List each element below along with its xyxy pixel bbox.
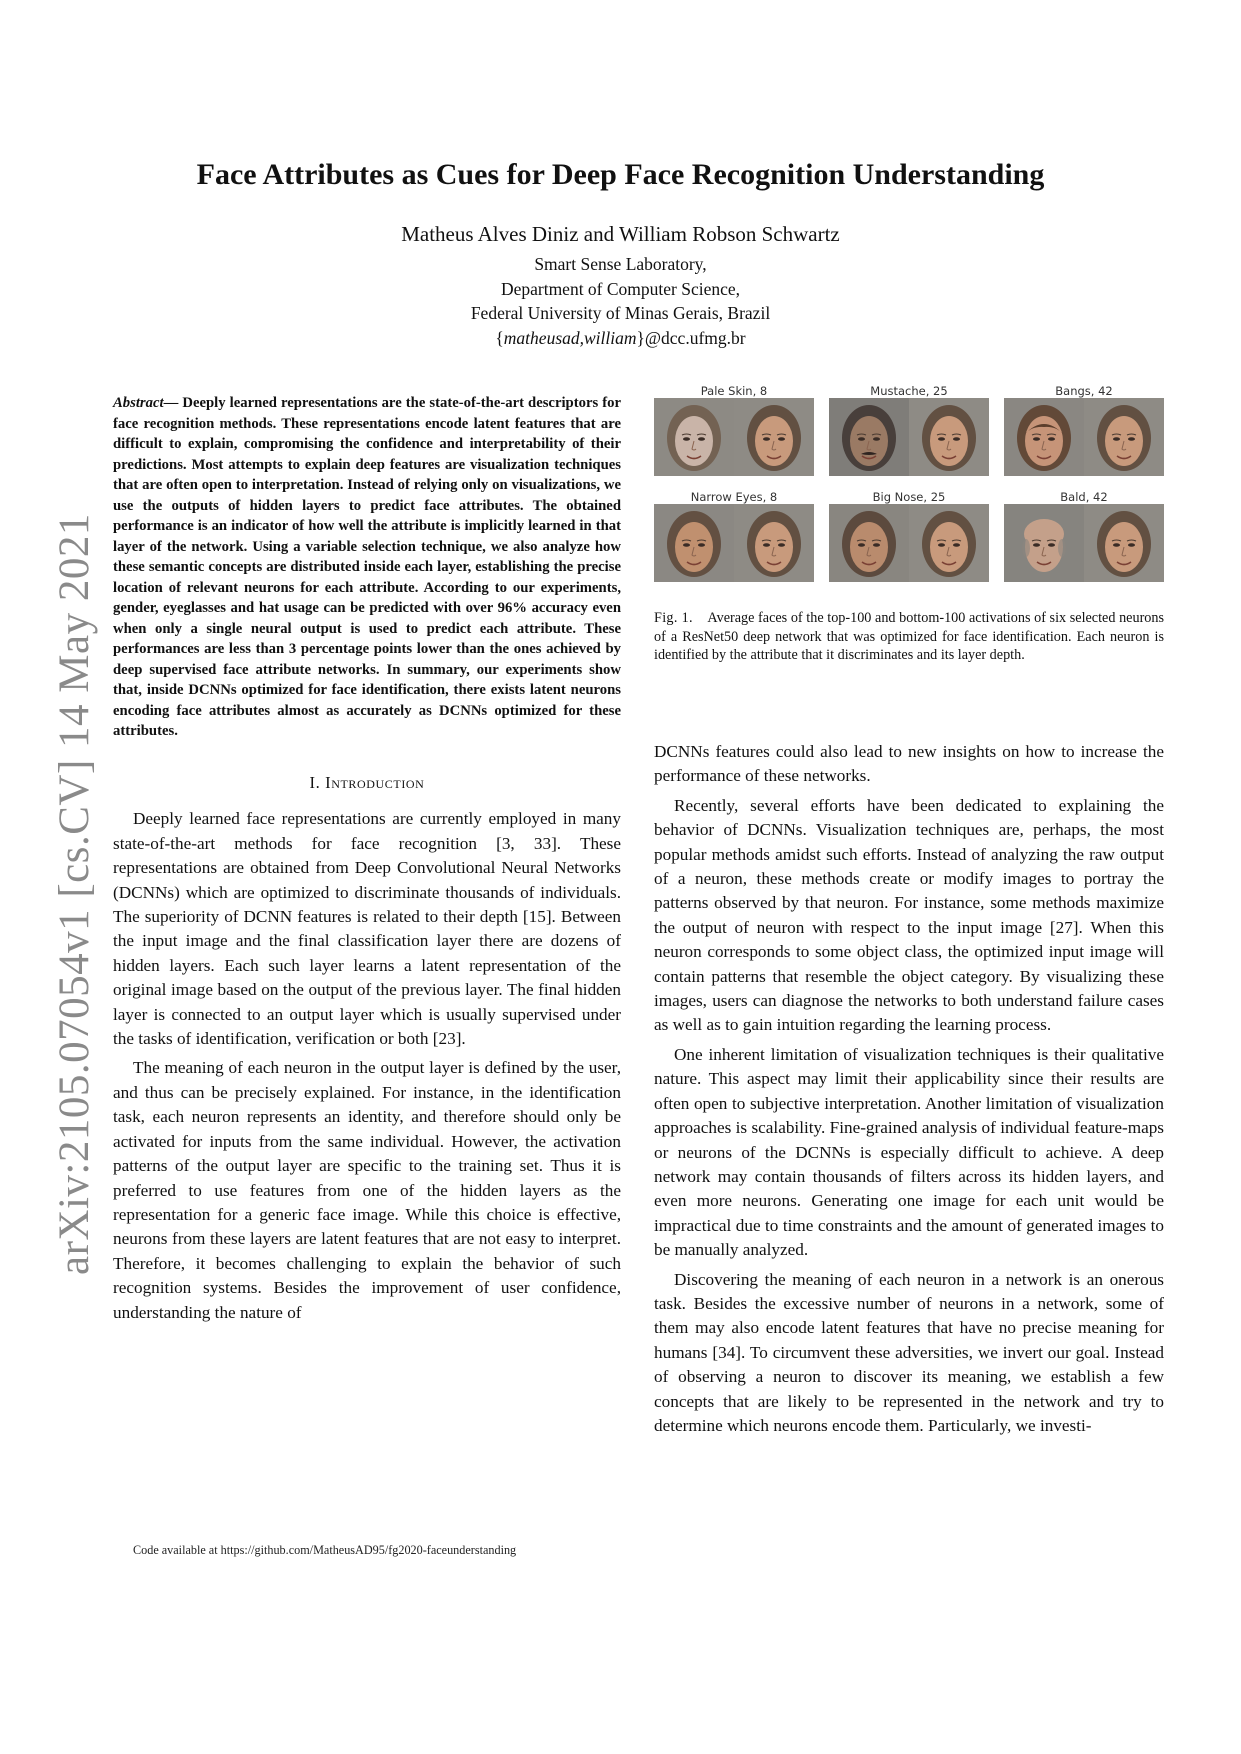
arxiv-identifier-stamp: arXiv:2105.07054v1 [cs.CV] 14 May 2021: [51, 513, 98, 1275]
panel-faces: [654, 398, 814, 476]
figure-panel: [654, 490, 814, 586]
affiliation-block: [0, 252, 1241, 350]
average-face-top-image: [1004, 398, 1084, 476]
face-drawing: [654, 398, 734, 476]
section-number: I.: [309, 772, 321, 792]
email-names: matheusad,william: [503, 327, 637, 348]
caption-text: Average faces of the top-100 and bottom-100 activations of six selected neurons of a ResNet50 deep network that was optimized for face identification. Each neuron is identified by the attribute that it discriminates and its layer depth.: [654, 610, 1164, 664]
panel-label: Big Nose, 25: [872, 490, 946, 504]
paper-authors: Matheus Alves Diniz and William Robson Schwartz: [401, 222, 840, 246]
average-face-top-image: [654, 504, 734, 582]
face-drawing: [1004, 398, 1084, 476]
right-paragraph-3: One inherent limitation of visualization techniques is their qualitative nature. This aspect may limit their applicability since their results are often open to subjective interpretation. Another limitation of visualization approaches is scalability. Fine-grained analysis of individual feature-maps or neurons of the DCNNs is especially difficult to achieve. A deep network may contain thousands of filters across its hidden layers, and even more neurons. Generating one image for each unit would be impractical due to time constraints and the amount of generated images to be manually analyzed.: [654, 1044, 1164, 1260]
average-face-bottom-image: [1084, 398, 1164, 476]
average-face-top-image: [1004, 504, 1084, 582]
panel-label: Bald, 42: [1060, 490, 1108, 504]
panel-label: Bangs, 42: [1055, 384, 1113, 398]
panel-faces: [654, 504, 814, 582]
figure-panel: [829, 384, 989, 480]
left-column: [113, 393, 621, 1325]
panel-label: Pale Skin, 8: [700, 384, 768, 398]
affiliation-lab: Smart Sense Laboratory,: [534, 254, 707, 274]
intro-paragraph-1: Deeply learned face representations are currently employed in many state-of-the-art methods for face recognition [3, 33]. These representations are obtained from Deep Convolutional Neural Networks (DCNNs) which are optimized to discriminate thousands of individuals. The superiority of DCNN features is related to their depth [15]. Between the input image and the final classification layer there are dozens of hidden layers. Each such layer learns a latent representation of the original image based on the output of the previous layer. The final hidden layer is connected to an output layer which is usually supervised under the tasks of identification, verification or both [23].: [113, 809, 621, 1049]
abstract-dash: —: [163, 395, 183, 411]
face-drawing: [909, 398, 989, 476]
code-availability-footnote: Code available at https://github.com/MatheusAD95/fg2020-faceunderstanding: [133, 1543, 517, 1557]
face-drawing: [909, 504, 989, 582]
paper-title: Face Attributes as Cues for Deep Face Recognition Understanding: [196, 158, 1045, 191]
face-drawing: [734, 504, 814, 582]
figure-1-caption: [654, 609, 1164, 665]
right-paragraph-1: DCNNs features could also lead to new insights on how to increase the performance of these networks.: [654, 742, 1164, 786]
face-drawing: [1004, 504, 1084, 582]
figure-panel: [1004, 384, 1164, 480]
face-drawing: [1084, 504, 1164, 582]
affiliation-university: Federal University of Minas Gerais, Brazil: [470, 303, 771, 323]
intro-paragraph-2: The meaning of each neuron in the output layer is defined by the user, and thus can be precisely explained. For instance, in the identification task, each neuron represents an identity, and therefore should only be activated for inputs from the same individual. However, the activation patterns of the output layer are specific to the training set. Thus it is preferred to use features from one of the hidden layers as the representation for a generic face image. While this choice is effective, neurons from these layers are latent features that are not easy to interpret. Therefore, it becomes challenging to explain the behavior of such recognition systems. Besides the improvement of user confidence, understanding the nature of: [113, 1058, 621, 1322]
face-drawing: [829, 504, 909, 582]
average-face-bottom-image: [734, 398, 814, 476]
figure-panel: [654, 384, 814, 480]
average-face-bottom-image: [909, 398, 989, 476]
face-drawing: [829, 398, 909, 476]
email-brace-open: {: [495, 327, 504, 348]
right-paragraph-4: Discovering the meaning of each neuron in a network is an onerous task. Besides the excessive number of neurons in a network, some of them may also encode latent features that have no precise meaning for humans [34]. To circumvent these adversities, we invert our goal. Instead of observing a neuron to discover its meaning, we establish a few concepts that are likely to be represented in the network and try to determine which neurons encode them. Particularly, we investi-: [654, 1269, 1164, 1435]
face-drawing: [1084, 398, 1164, 476]
abstract: [113, 393, 621, 742]
face-drawing: [734, 398, 814, 476]
average-face-top-image: [654, 398, 734, 476]
abstract-text: Deeply learned representations are the state-of-the-art descriptors for face recognition methods. These representations encode latent features that are difficult to explain, compromising the confidence and interpretability of their predictions. Most attempts to explain deep features are visualization techniques that are often open to interpretation. Instead of relying only on visualizations, we use the outputs of hidden layers to predict face attributes. The obtained performance is an indicator of how well the attribute is implicitly learned in that layer of the network. Using a variable selection technique, we also analyze how these semantic concepts are distributed inside each layer, establishing the precise location of relevant neurons for each attribute. According to our experiments, gender, eyeglasses and hat usage can be predicted with over 96% accuracy even when only a single neural output is used to predict each attribute. These performances are less than 3 percentage points lower than the ones achieved by deep supervised face attribute networks. In summary, our experiments show that, inside DCNNs optimized for face identification, there exists latent neurons encoding face attributes almost as accurately as DCNNs optimized for these attributes.: [113, 395, 621, 739]
abstract-label: Abstract: [113, 395, 164, 411]
average-face-bottom-image: [1084, 504, 1164, 582]
panel-faces: [1004, 398, 1164, 476]
panel-label: Narrow Eyes, 8: [690, 490, 778, 504]
affiliation-email: [0, 326, 1241, 351]
average-face-bottom-image: [734, 504, 814, 582]
face-drawing: [654, 504, 734, 582]
caption-label: Fig. 1.: [654, 610, 693, 626]
average-face-bottom-image: [909, 504, 989, 582]
panel-label: Mustache, 25: [870, 384, 948, 398]
right-paragraph-2: Recently, several efforts have been dedicated to explaining the behavior of DCNNs. Visualization techniques are, perhaps, the most popular methods amidst such efforts. Instead of analyzing the raw output of a neuron, these methods create or modify images to portray the patterns observed by that neuron. For instance, some methods maximize the output of neuron with respect to the input image [27]. When this neuron corresponds to some object class, the optimized input image will contain patterns that resemble the object category. By visualizing these images, users can diagnose the networks to both understand failure cases as well as to gain intuition regarding the learning process.: [654, 795, 1164, 1035]
section-title: Introduction: [325, 772, 425, 792]
section-heading-introduction: [113, 772, 621, 794]
panel-faces: [1004, 504, 1164, 582]
right-column: [654, 740, 1164, 1438]
figure-panel: [1004, 490, 1164, 586]
email-domain: }@dcc.ufmg.br: [636, 327, 746, 348]
average-face-top-image: [829, 398, 909, 476]
average-face-top-image: [829, 504, 909, 582]
panel-faces: [829, 398, 989, 476]
affiliation-department: Department of Computer Science,: [500, 278, 741, 299]
figure-panel: [829, 490, 989, 586]
panel-faces: [829, 504, 989, 582]
